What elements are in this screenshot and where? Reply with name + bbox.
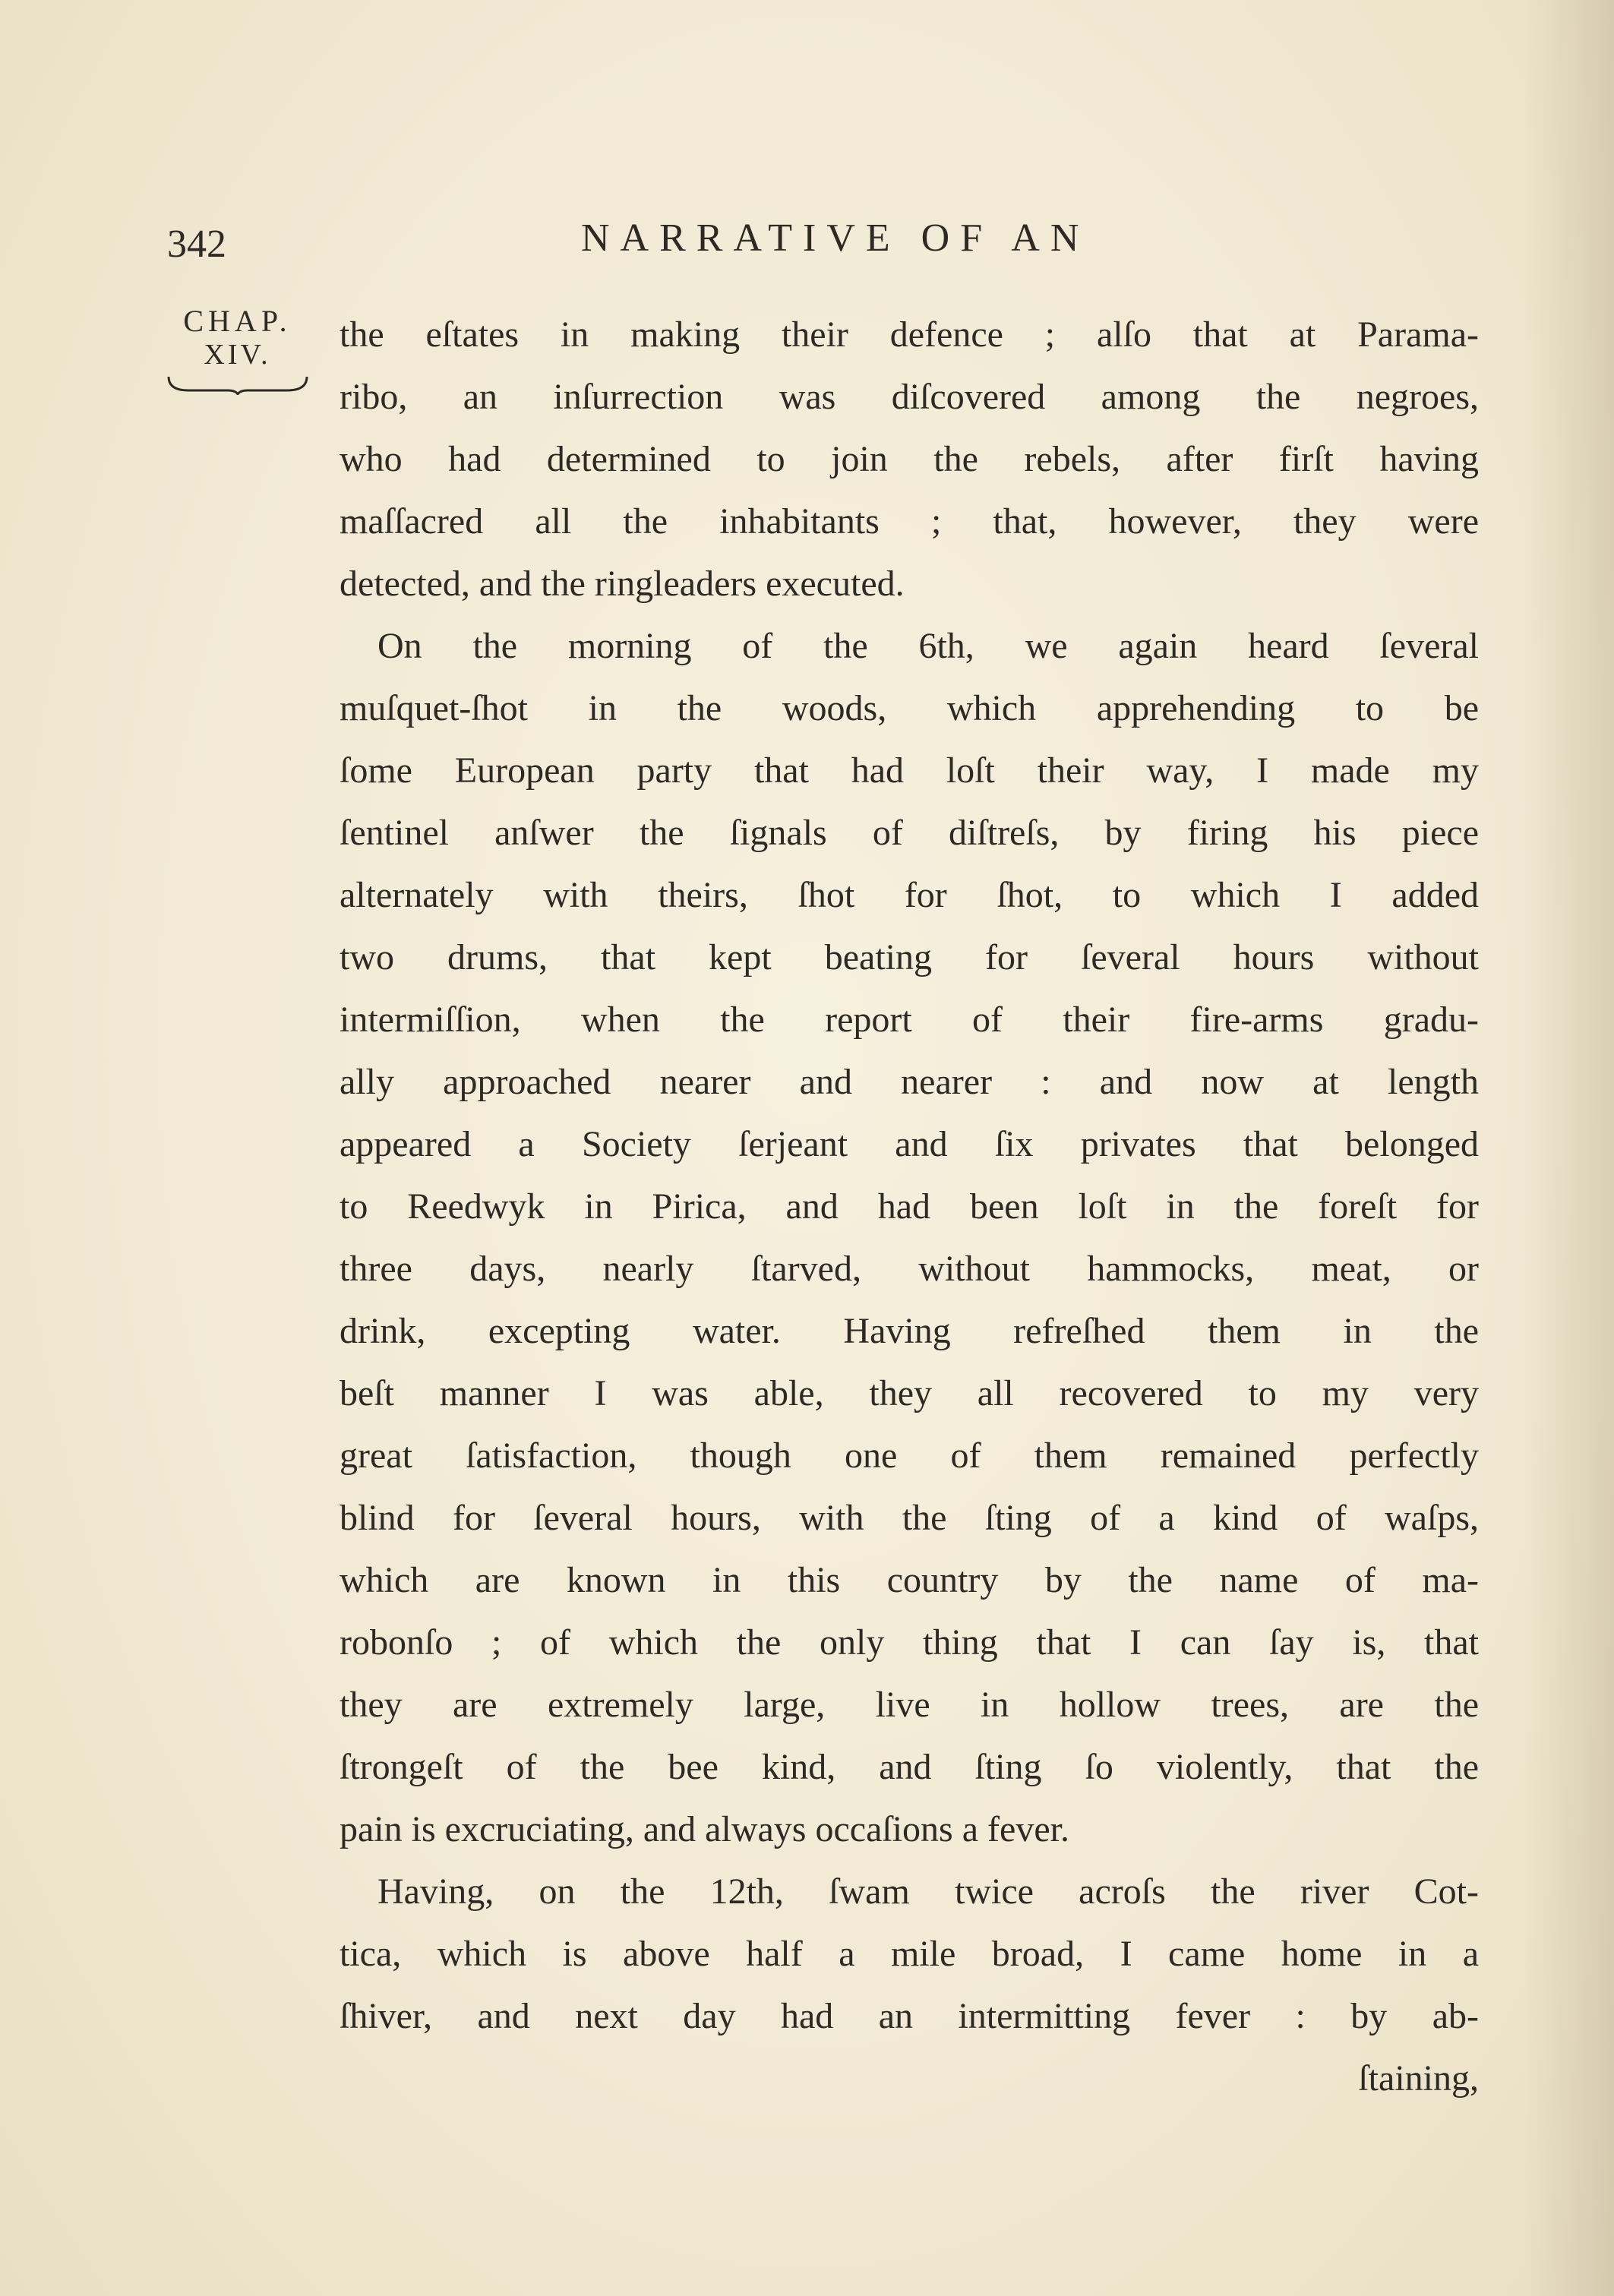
text-line: two drums, that kept beating for ſeveral hours without xyxy=(340,937,1479,977)
text-line: alternately with theirs, ſhot for ſhot, to which I added xyxy=(340,875,1479,915)
text-line: great ſatisfaction, though one of them remained perfectly xyxy=(340,1435,1479,1476)
text-line: which are known in this country by the name of ma- xyxy=(340,1560,1479,1600)
text-line: pain is excruciating, and always occaſions a fever. xyxy=(340,1809,1069,1849)
text-line: to Reedwyk in Pirica, and had been loſt in the foreſt for xyxy=(340,1186,1479,1227)
chapter-label: CHAP. xyxy=(183,304,292,338)
text-line: Having, on the 12th, ſwam twice acroſs the river Cot- xyxy=(377,1871,1479,1912)
text-line: appeared a Society ſerjeant and ſix privates that belonged xyxy=(340,1124,1479,1164)
text-line: beſt manner I was able, they all recovered to my very xyxy=(340,1373,1479,1413)
text-line: the eſtates in making their defence ; alſo that at Parama- xyxy=(340,314,1479,355)
paragraph-3 xyxy=(340,1861,1479,2048)
body-text xyxy=(340,304,1479,2110)
text-line: intermiſſion, when the report of their fire-arms gradu- xyxy=(340,1000,1479,1040)
chapter-number: XIV. xyxy=(204,339,271,371)
paragraph-2 xyxy=(340,615,1479,1861)
text-line: who had determined to join the rebels, after firſt having xyxy=(340,439,1479,479)
text-line: maſſacred all the inhabitants ; that, however, they were xyxy=(340,501,1479,542)
catchword: ſtaining, xyxy=(1358,2058,1479,2099)
text-line: they are extremely large, live in hollow trees, are the xyxy=(340,1685,1479,1725)
text-line: ally approached nearer and nearer : and now at length xyxy=(340,1062,1479,1102)
text-line: drink, excepting water. Having refreſhed them in the xyxy=(340,1311,1479,1351)
text-line: blind for ſeveral hours, with the ſting of a kind of waſps, xyxy=(340,1498,1479,1538)
text-line: ſhiver, and next day had an intermitting fever : by ab- xyxy=(340,1996,1479,2036)
text-line: On the morning of the 6th, we again heard ſeveral xyxy=(377,626,1479,666)
text-line: tica, which is above half a mile broad, I came home in a xyxy=(340,1934,1479,1974)
text-line: detected, and the ringleaders executed. xyxy=(340,564,905,604)
text-line: muſquet-ſhot in the woods, which apprehending to be xyxy=(340,688,1479,728)
text-line: ribo, an inſurrection was diſcovered among the negroes, xyxy=(340,377,1479,417)
page-gutter-shadow xyxy=(1523,0,1614,2296)
paragraph-1 xyxy=(340,304,1479,615)
text-line: ſtrongeſt of the bee kind, and ſting ſo violently, that the xyxy=(340,1747,1479,1787)
text-line: ſome European party that had loſt their way, I made my xyxy=(340,750,1479,791)
text-line: ſentinel anſwer the ſignals of diſtreſs, by firing his piece xyxy=(340,813,1479,853)
chapter-margin-note xyxy=(156,304,319,395)
page-number: 342 xyxy=(167,223,226,266)
running-title: NARRATIVE OF AN xyxy=(581,216,1090,260)
text-line: robonſo ; of which the only thing that I can ſay is, that xyxy=(340,1622,1479,1663)
running-head xyxy=(167,207,1489,267)
brace-ornament xyxy=(166,374,310,395)
text-line: three days, nearly ſtarved, without hammocks, meat, or xyxy=(340,1249,1479,1289)
